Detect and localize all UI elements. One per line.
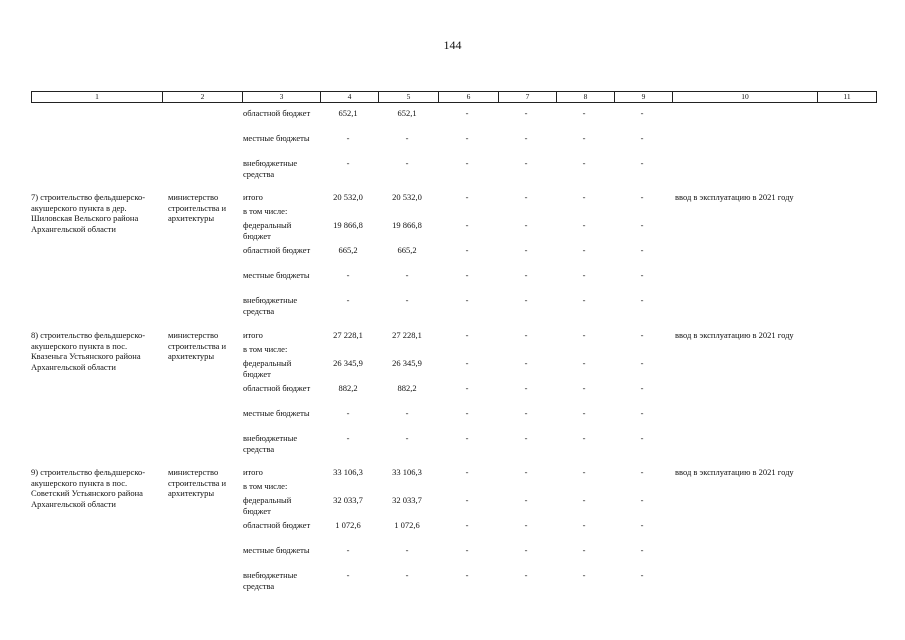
cell-col-7: - — [524, 358, 528, 368]
header-col-11: 11 — [817, 92, 876, 102]
header-col-3: 3 — [242, 92, 320, 102]
cell-col-6: - — [465, 330, 469, 340]
row-source: внебюджетные средства — [243, 433, 298, 454]
cell-col-8: - — [582, 158, 586, 168]
cell-col-4: 26 345,9 — [333, 358, 363, 368]
cell-col-4: 19 866,8 — [333, 220, 363, 230]
cell-col-8: - — [582, 358, 586, 368]
cell-col-7: - — [524, 192, 528, 202]
header-col-6: 6 — [438, 92, 498, 102]
row-source: местные бюджеты — [243, 133, 310, 143]
cell-col-4: 1 072,6 — [335, 520, 361, 530]
cell-col-4: - — [346, 408, 350, 418]
row-source: областной бюджет — [243, 108, 311, 118]
cell-col-7: - — [524, 433, 528, 443]
cell-col-5: 32 033,7 — [392, 495, 422, 505]
cell-col-7: - — [524, 108, 528, 118]
cell-col-6: - — [465, 108, 469, 118]
item-note: ввод в эксплуатацию в 2021 году — [675, 330, 794, 340]
item-name: 7) строительство фельдшерско-акушерского пункта в дер. Шиловская Вельского района Архангельской области — [31, 192, 146, 234]
cell-col-6: - — [465, 295, 469, 305]
cell-col-5: - — [405, 158, 409, 168]
cell-col-8: - — [582, 570, 586, 580]
header-col-2: 2 — [162, 92, 242, 102]
cell-col-5: 652,1 — [397, 108, 417, 118]
cell-col-4: 20 532,0 — [333, 192, 363, 202]
cell-col-8: - — [582, 467, 586, 477]
header-col-9: 9 — [614, 92, 672, 102]
item-executor: министерство строительства и архитектуры — [168, 330, 227, 362]
cell-col-6: - — [465, 133, 469, 143]
cell-col-8: - — [582, 108, 586, 118]
cell-col-4: - — [346, 570, 350, 580]
row-source: в том числе: — [243, 481, 288, 491]
cell-col-6: - — [465, 192, 469, 202]
cell-col-6: - — [465, 433, 469, 443]
cell-col-5: - — [405, 408, 409, 418]
cell-col-8: - — [582, 545, 586, 555]
cell-col-4: 27 228,1 — [333, 330, 363, 340]
row-source: местные бюджеты — [243, 545, 310, 555]
cell-col-6: - — [465, 545, 469, 555]
cell-col-7: - — [524, 467, 528, 477]
cell-col-6: - — [465, 467, 469, 477]
cell-col-9: - — [640, 245, 644, 255]
cell-col-5: - — [405, 270, 409, 280]
cell-col-4: - — [346, 433, 350, 443]
cell-col-5: 665,2 — [397, 245, 417, 255]
cell-col-6: - — [465, 520, 469, 530]
cell-col-5: - — [405, 570, 409, 580]
cell-col-8: - — [582, 495, 586, 505]
cell-col-9: - — [640, 295, 644, 305]
cell-col-6: - — [465, 158, 469, 168]
cell-col-7: - — [524, 270, 528, 280]
row-source: федеральный бюджет — [243, 220, 292, 241]
cell-col-8: - — [582, 520, 586, 530]
item-note: ввод в эксплуатацию в 2021 году — [675, 192, 794, 202]
cell-col-5: 26 345,9 — [392, 358, 422, 368]
cell-col-6: - — [465, 408, 469, 418]
cell-col-9: - — [640, 433, 644, 443]
cell-col-6: - — [465, 358, 469, 368]
cell-col-7: - — [524, 330, 528, 340]
cell-col-9: - — [640, 570, 644, 580]
cell-col-5: - — [405, 133, 409, 143]
row-source: в том числе: — [243, 344, 288, 354]
cell-col-4: 652,1 — [338, 108, 358, 118]
cell-col-6: - — [465, 495, 469, 505]
cell-col-9: - — [640, 358, 644, 368]
cell-col-4: - — [346, 133, 350, 143]
row-source: областной бюджет — [243, 520, 311, 530]
header-col-10: 10 — [672, 92, 817, 102]
cell-col-7: - — [524, 545, 528, 555]
cell-col-6: - — [465, 220, 469, 230]
page-number: 144 — [443, 38, 462, 52]
cell-col-6: - — [465, 245, 469, 255]
row-source: внебюджетные средства — [243, 570, 298, 591]
cell-col-9: - — [640, 383, 644, 393]
cell-col-5: - — [405, 545, 409, 555]
cell-col-4: 665,2 — [338, 245, 358, 255]
cell-col-4: 882,2 — [338, 383, 358, 393]
cell-col-9: - — [640, 330, 644, 340]
cell-col-9: - — [640, 408, 644, 418]
row-source: итого — [243, 467, 263, 477]
cell-col-6: - — [465, 570, 469, 580]
cell-col-7: - — [524, 570, 528, 580]
row-source: внебюджетные средства — [243, 158, 298, 179]
cell-col-5: 882,2 — [397, 383, 417, 393]
cell-col-9: - — [640, 220, 644, 230]
cell-col-9: - — [640, 467, 644, 477]
header-col-1: 1 — [95, 92, 99, 101]
row-source: итого — [243, 330, 263, 340]
cell-col-8: - — [582, 270, 586, 280]
cell-col-7: - — [524, 383, 528, 393]
row-source: местные бюджеты — [243, 408, 310, 418]
table-header-row — [31, 91, 877, 103]
item-note: ввод в эксплуатацию в 2021 году — [675, 467, 794, 477]
cell-col-5: - — [405, 295, 409, 305]
item-name: 9) строительство фельдшерско-акушерского пункта в пос. Советский Устьянского района Архангельской области — [31, 467, 146, 509]
cell-col-8: - — [582, 408, 586, 418]
cell-col-8: - — [582, 295, 586, 305]
header-col-4: 4 — [320, 92, 378, 102]
cell-col-9: - — [640, 495, 644, 505]
header-col-5: 5 — [378, 92, 438, 102]
cell-col-5: 27 228,1 — [392, 330, 422, 340]
cell-col-8: - — [582, 245, 586, 255]
cell-col-5: - — [405, 433, 409, 443]
cell-col-9: - — [640, 520, 644, 530]
cell-col-8: - — [582, 433, 586, 443]
row-source: итого — [243, 192, 263, 202]
cell-col-8: - — [582, 383, 586, 393]
cell-col-7: - — [524, 295, 528, 305]
cell-col-7: - — [524, 158, 528, 168]
header-col-8: 8 — [556, 92, 614, 102]
item-executor: министерство строительства и архитектуры — [168, 467, 227, 499]
cell-col-4: - — [346, 158, 350, 168]
cell-col-7: - — [524, 408, 528, 418]
cell-col-4: - — [346, 545, 350, 555]
header-col-7: 7 — [498, 92, 556, 102]
cell-col-8: - — [582, 330, 586, 340]
cell-col-4: 32 033,7 — [333, 495, 363, 505]
cell-col-9: - — [640, 545, 644, 555]
row-source: федеральный бюджет — [243, 495, 292, 516]
cell-col-4: - — [346, 270, 350, 280]
row-source: внебюджетные средства — [243, 295, 298, 316]
item-name: 8) строительство фельдшерско-акушерского пункта в пос. Квазеньга Устьянского района Архангельской области — [31, 330, 146, 372]
cell-col-6: - — [465, 383, 469, 393]
cell-col-4: - — [346, 295, 350, 305]
row-source: местные бюджеты — [243, 270, 310, 280]
cell-col-5: 1 072,6 — [394, 520, 420, 530]
cell-col-9: - — [640, 108, 644, 118]
cell-col-7: - — [524, 495, 528, 505]
cell-col-9: - — [640, 270, 644, 280]
row-source: федеральный бюджет — [243, 358, 292, 379]
row-source: в том числе: — [243, 206, 288, 216]
cell-col-7: - — [524, 133, 528, 143]
row-source: областной бюджет — [243, 245, 311, 255]
cell-col-7: - — [524, 520, 528, 530]
cell-col-8: - — [582, 192, 586, 202]
cell-col-9: - — [640, 133, 644, 143]
cell-col-5: 19 866,8 — [392, 220, 422, 230]
cell-col-4: 33 106,3 — [333, 467, 363, 477]
cell-col-5: 20 532,0 — [392, 192, 422, 202]
cell-col-5: 33 106,3 — [392, 467, 422, 477]
cell-col-9: - — [640, 158, 644, 168]
cell-col-7: - — [524, 220, 528, 230]
row-source: областной бюджет — [243, 383, 311, 393]
item-executor: министерство строительства и архитектуры — [168, 192, 227, 224]
cell-col-7: - — [524, 245, 528, 255]
cell-col-8: - — [582, 220, 586, 230]
cell-col-8: - — [582, 133, 586, 143]
cell-col-6: - — [465, 270, 469, 280]
cell-col-9: - — [640, 192, 644, 202]
